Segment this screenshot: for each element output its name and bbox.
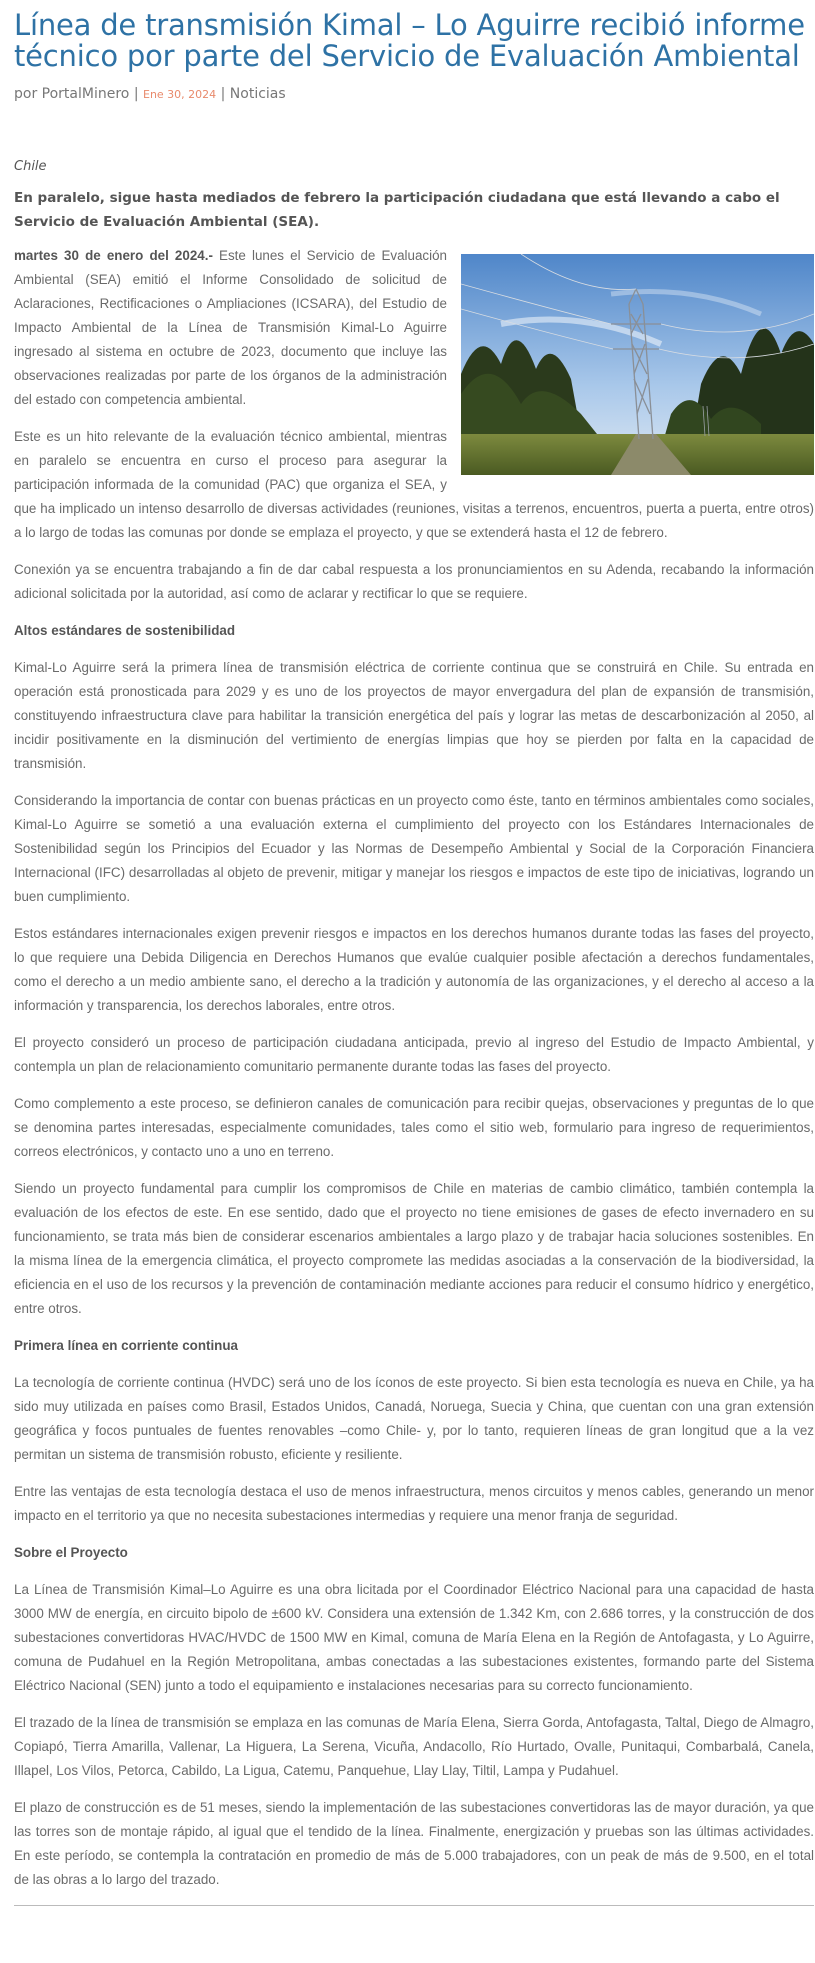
bottom-divider xyxy=(14,1905,814,1906)
dateline: martes 30 de enero del 2024.- xyxy=(14,248,213,263)
publish-date: Ene 30, 2024 xyxy=(143,88,217,101)
paragraph-5: Considerando la importancia de contar con buenas prácticas en un proyecto como éste, tanto en términos ambientales como sociales, Kimal-Lo Aguirre se sometió a una evaluación externa el cumplimiento del proyecto con los Estándares Internacionales de Sostenibilidad según los Principios del Ecuador y las Normas de Desempeño Ambiental y Social de la Corporación Financiera Internacional (IFC) desarrolladas al objeto de prevenir, mitigar y manejar los riesgos e impactos de este tipo de iniciativas, logrando un buen cumplimiento. xyxy=(14,793,814,904)
paragraph-2: Este es un hito relevante de la evaluación técnico ambiental, mientras en paralelo se encuentra en curso el proceso para asegurar la participación informada de la comunidad (PAC) que organiza el SEA, y que ha implicado un intenso desarrollo de diversas actividades (reuniones, visitas a terrenos, encuentros, puerta a puerta, entre otros) a lo largo de todas las comunas por donde se emplaza el proyecto, y que se extenderá hasta el 12 de febrero. xyxy=(14,429,814,540)
article xyxy=(14,10,814,1906)
article-body xyxy=(14,244,814,1892)
article-meta xyxy=(14,85,814,104)
heading-sostenibilidad: Altos estándares de sostenibilidad xyxy=(14,623,236,638)
paragraph-1-text: Este lunes el Servicio de Evaluación Ambiental (SEA) emitió el Informe Consolidado de solicitud de Aclaraciones, Rectificaciones o Ampliaciones (ICSARA), del Estudio de Impacto Ambiental de la Línea de Transmisión Kimal-Lo Aguirre ingresado al sistema en octubre de 2023, documento que incluye las observaciones realizadas por parte de los órganos de la administración del estado con competencia ambiental. xyxy=(14,248,447,407)
paragraph-14: El plazo de construcción es de 51 meses, siendo la implementación de las subestaciones convertidoras las de mayor duración, ya que las torres son de montaje rápido, al igual que el tendido de la línea. Finalmente, energización y pruebas son las últimas actividades. En este período, se contempla la contratación en promedio de más de 5.000 trabajadores, con un peak de más de 9.500, en el total de las obras a lo largo del trazado. xyxy=(14,1800,814,1887)
paragraph-7: El proyecto consideró un proceso de participación ciudadana anticipada, previo al ingreso del Estudio de Impacto Ambiental, y contempla un plan de relacionamiento comunitario permanente durante todas las fases del proyecto. xyxy=(14,1035,814,1074)
country-label: Chile xyxy=(14,159,47,174)
category-link[interactable]: Noticias xyxy=(229,86,286,102)
meta-separator: | xyxy=(133,86,139,102)
paragraph-3: Conexión ya se encuentra trabajando a fin de dar cabal respuesta a los pronunciamientos en su Adenda, recabando la información adicional solicitada por la autoridad, así como de aclarar y rectificar lo que se requiere. xyxy=(14,562,814,601)
heading-sobre-proyecto: Sobre el Proyecto xyxy=(14,1545,128,1560)
paragraph-6: Estos estándares internacionales exigen prevenir riesgos e impactos en los derechos humanos durante todas las fases del proyecto, lo que requiere una Debida Diligencia en Derechos Humanos que evalúe cualquier posible afectación a derechos fundamentales, como el derecho a un medio ambiente sano, el derecho a la tradición y autonomía de las organizaciones, y el derecho al acceso a la información y transparencia, los derechos laborales, entre otros. xyxy=(14,926,814,1013)
paragraph-8: Como complemento a este proceso, se definieron canales de comunicación para recibir quejas, observaciones y preguntas de lo que se denomina partes interesadas, especialmente comunidades, tales como el sitio web, formulario para ingreso de requerimientos, correos electrónicos, y contacto uno a uno en terreno. xyxy=(14,1096,814,1159)
transmission-tower-photo xyxy=(461,254,814,475)
paragraph-12: La Línea de Transmisión Kimal–Lo Aguirre es una obra licitada por el Coordinador Eléctrico Nacional para una capacidad de hasta 3000 MW de energía, en circuito bipolo de ±600 kV. Considera una extensión de 1.342 Km, con 2.686 torres, y la construcción de dos subestaciones convertidoras HVAC/HVDC de 1500 MW en Kimal, comuna de María Elena en la Región de Antofagasta, y Lo Aguirre, comuna de Pudahuel en la Región Metropolitana, ambas conectadas a las subestaciones existentes, formando parte del Sistema Eléctrico Nacional (SEN) junto a todo el equipamiento e instalaciones necesarias para su correcto funcionamiento. xyxy=(14,1582,814,1693)
paragraph-9: Siendo un proyecto fundamental para cumplir los compromisos de Chile en materias de cambio climático, también contempla la evaluación de los efectos de este. En ese sentido, dado que el proyecto no tiene emisiones de gases de efecto invernadero en su funcionamiento, se trata más bien de considerar escenarios ambientales a largo plazo y de trabajar hacia soluciones sostenibles. En la misma línea de la emergencia climática, el proyecto compromete las medidas asociadas a la conservación de la biodiversidad, la eficiencia en el uso de los recursos y la prevención de contaminación mediante acciones para reducir el consumo hídrico y energético, entre otros. xyxy=(14,1181,814,1316)
paragraph-4: Kimal-Lo Aguirre será la primera línea de transmisión eléctrica de corriente continua que se construirá en Chile. Su entrada en operación está pronosticada para 2029 y es uno de los proyectos de mayor envergadura del plan de expansión de transmisión, constituyendo infraestructura clave para habilitar la transición energética del país y lograr las metas de descarbonización al 2050, al incidir positivamente en la disminución del vertimiento de energías limpias que hoy se pierden por falta en la capacidad de transmisión. xyxy=(14,660,814,771)
paragraph-10: La tecnología de corriente continua (HVDC) será uno de los íconos de este proyecto. Si bien esta tecnología es nueva en Chile, ya ha sido muy utilizada en países como Brasil, Estados Unidos, Canadá, Noruega, Suecia y China, que cuentan con una gran extensión geográfica y focos puntuales de fuentes renovables –como Chile- y, por lo tanto, requieren líneas de gran longitud que a la vez permitan un sistema de transmisión robusto, eficiente y resiliente. xyxy=(14,1375,814,1462)
paragraph-11: Entre las ventajas de esta tecnología destaca el uso de menos infraestructura, menos circuitos y menos cables, generando un menor impacto en el territorio ya que no necesita subestaciones intermedias y requiere una menor franja de seguridad. xyxy=(14,1484,814,1523)
meta-separator-2: | xyxy=(220,86,226,102)
paragraph-13: El trazado de la línea de transmisión se emplaza en las comunas de María Elena, Sierra Gorda, Antofagasta, Taltal, Diego de Almagro, Copiapó, Tierra Amarilla, Vallenar, La Higuera, La Serena, Vicuña, Andacollo, Río Hurtado, Ovalle, Punitaqui, Combarbalá, Canela, Illapel, Los Vilos, Petorca, Cabildo, La Ligua, Catemu, Panquehue, Llay Llay, Tiltil, Lampa y Pudahuel. xyxy=(14,1715,814,1778)
heading-corriente-continua: Primera línea en corriente continua xyxy=(14,1338,238,1353)
author-link[interactable]: PortalMinero xyxy=(41,86,130,102)
meta-by: por xyxy=(14,86,38,102)
article-lead: En paralelo, sigue hasta mediados de febrero la participación ciudadana que está llevando a cabo el Servicio de Evaluación Ambiental (SEA). xyxy=(14,190,780,230)
article-title: Línea de transmisión Kimal – Lo Aguirre recibió informe técnico por parte del Servicio de Evaluación Ambiental xyxy=(14,8,805,73)
